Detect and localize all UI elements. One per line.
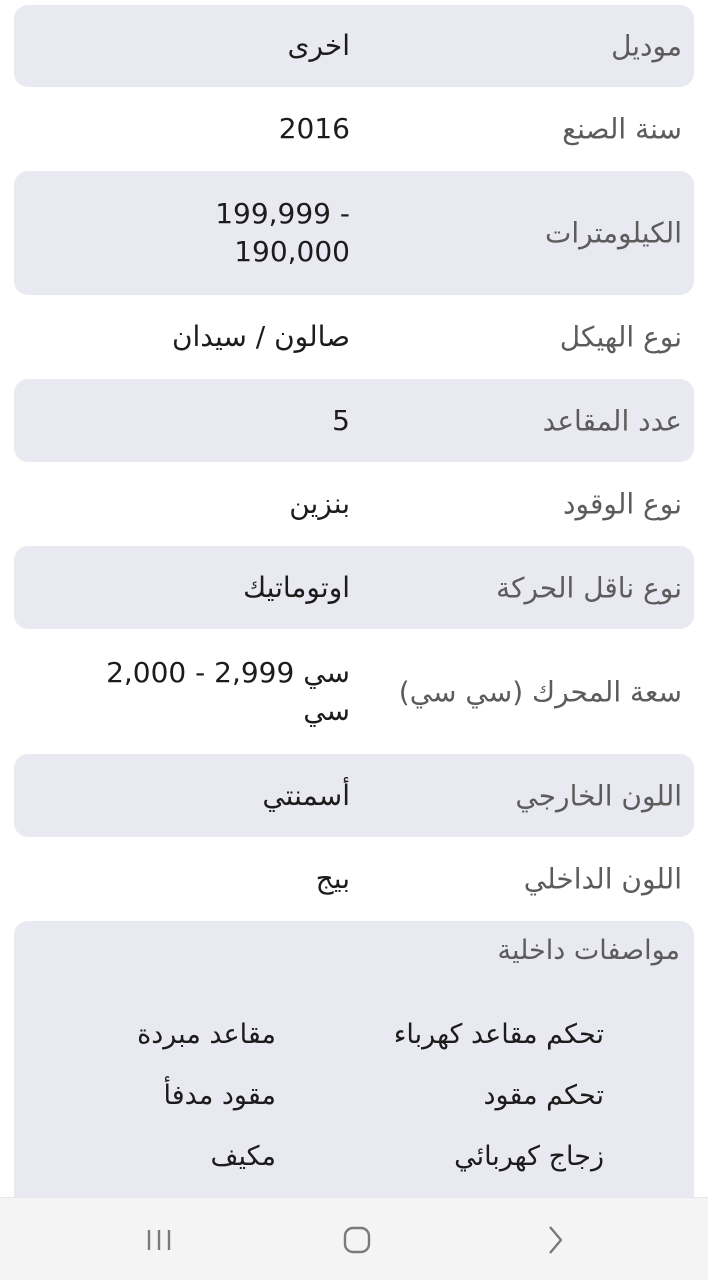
system-navigation-bar (0, 1197, 708, 1280)
spec-value-line: بنزين (289, 487, 350, 520)
spec-row-year (14, 87, 694, 171)
spec-label: نوع الهيكل (559, 320, 682, 354)
spec-value-line: صالون / سيدان (171, 320, 350, 353)
spec-value (30, 485, 350, 523)
spec-label: موديل (611, 29, 682, 63)
spec-value-line: 2016 (278, 112, 350, 145)
spec-label: نوع ناقل الحركة (496, 571, 682, 604)
interior-features-card (14, 921, 694, 1221)
spec-value-line: 2,000 - 2,999 سي (106, 655, 350, 689)
spec-row-engine (14, 629, 694, 754)
recent-apps-icon (144, 1226, 174, 1254)
spec-value-line: أسمنتي (262, 778, 350, 812)
spec-row-seats (14, 379, 694, 462)
spec-value (30, 195, 350, 271)
spec-label: نوع الوقود (563, 487, 682, 521)
spec-row-exterior-color (14, 754, 694, 837)
interior-features-title: مواصفات داخلية (497, 935, 680, 966)
spec-row-kilometers (14, 171, 694, 295)
spec-label: سعة المحرك (سي سي) (398, 675, 682, 708)
back-icon (545, 1224, 565, 1256)
back-button[interactable] (525, 1218, 585, 1262)
spec-value (30, 110, 350, 148)
spec-label: الكيلومترات (545, 216, 682, 250)
spec-row-fuel (14, 462, 694, 546)
spec-value (30, 569, 350, 607)
spec-value-line: 5 (332, 403, 350, 437)
spec-value-line: 190,000 (234, 235, 350, 268)
feature-item: تحكم مقاعد كهرباء (393, 1019, 604, 1050)
feature-item: مقود مدفأ (163, 1080, 276, 1111)
spec-value-line: بيج (315, 862, 350, 895)
spec-value (30, 27, 350, 65)
spec-row-transmission (14, 546, 694, 629)
spec-value (30, 860, 350, 898)
spec-value-line: اوتوماتيك (243, 570, 350, 604)
spec-label: اللون الداخلي (523, 862, 682, 896)
home-icon (342, 1225, 372, 1255)
spec-label: عدد المقاعد (542, 404, 682, 437)
feature-item: زجاج كهربائي (454, 1141, 604, 1172)
spec-value-line: اخرى (287, 29, 350, 62)
spec-value (30, 318, 350, 356)
spec-value (30, 402, 350, 440)
home-button[interactable] (327, 1218, 387, 1262)
spec-value (30, 654, 350, 730)
spec-row-model (14, 5, 694, 87)
spec-value (30, 777, 350, 815)
spec-label: اللون الخارجي (515, 779, 682, 812)
spec-value-line: 199,999 - (215, 197, 350, 230)
spec-row-body-type (14, 295, 694, 379)
recent-apps-button[interactable] (129, 1218, 189, 1262)
spec-value-line: سي (303, 693, 350, 727)
feature-item: مقاعد مبردة (137, 1019, 276, 1050)
feature-item: تحكم مقود (483, 1080, 604, 1111)
spec-label: سنة الصنع (562, 112, 682, 146)
spec-row-interior-color (14, 837, 694, 921)
feature-item: مكيف (210, 1141, 276, 1172)
